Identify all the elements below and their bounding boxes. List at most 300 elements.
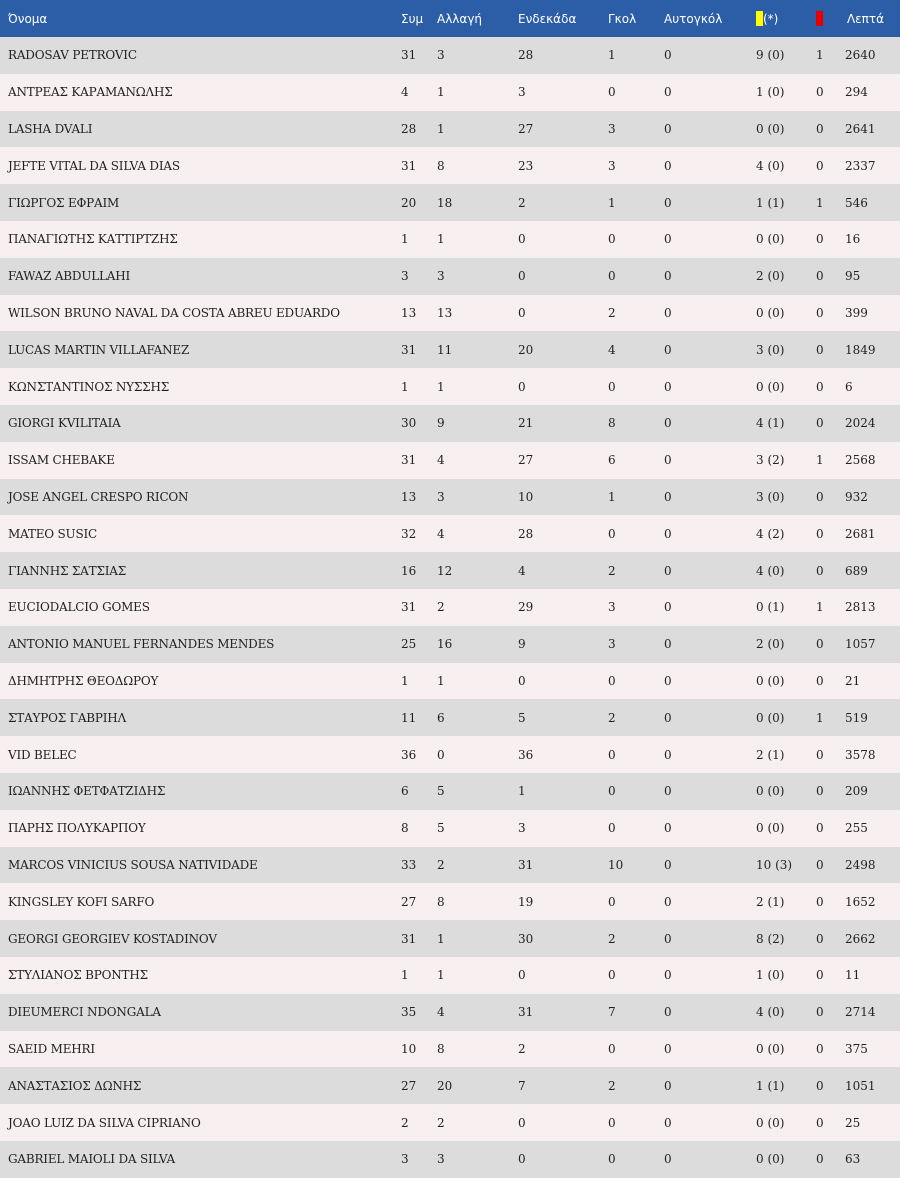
cell-own-goals: 0 xyxy=(664,857,672,872)
cell-subs: 0 xyxy=(437,747,445,762)
player-name[interactable]: MATEO SUSIC xyxy=(8,526,97,541)
cell-goals: 0 xyxy=(608,232,616,247)
cell-subs: 4 xyxy=(437,453,445,468)
cell-yellow: 0 (0) xyxy=(756,232,785,247)
cell-starts: 5 xyxy=(518,710,526,725)
cell-subs: 20 xyxy=(437,1078,453,1093)
player-name[interactable]: ΣΤΑΥΡΟΣ ΓΑΒΡΙΗΛ xyxy=(8,710,127,725)
cell-starts: 2 xyxy=(518,195,526,210)
cell-yellow: 0 (0) xyxy=(756,1152,785,1167)
table-body xyxy=(0,37,900,1178)
cell-red: 0 xyxy=(816,305,824,320)
cell-minutes: 375 xyxy=(845,1041,868,1056)
cell-own-goals: 0 xyxy=(664,1041,672,1056)
table-row xyxy=(0,626,900,663)
cell-yellow: 9 (0) xyxy=(756,48,785,63)
cell-own-goals: 0 xyxy=(664,968,672,983)
cell-own-goals: 0 xyxy=(664,673,672,688)
player-name[interactable]: VID BELEC xyxy=(8,747,77,762)
cell-subs: 1 xyxy=(437,121,445,136)
cell-goals: 0 xyxy=(608,269,616,284)
cell-minutes: 6 xyxy=(845,379,853,394)
cell-yellow: 4 (0) xyxy=(756,563,785,578)
cell-apps: 8 xyxy=(401,821,409,836)
cell-own-goals: 0 xyxy=(664,563,672,578)
cell-starts: 28 xyxy=(518,526,534,541)
cell-own-goals: 0 xyxy=(664,489,672,504)
cell-starts: 3 xyxy=(518,821,526,836)
cell-own-goals: 0 xyxy=(664,821,672,836)
table-row xyxy=(0,111,900,148)
cell-own-goals: 0 xyxy=(664,526,672,541)
cell-red: 0 xyxy=(816,85,824,100)
player-name[interactable]: GEORGI GEORGIEV KOSTADINOV xyxy=(8,931,217,946)
cell-red: 1 xyxy=(816,710,824,725)
cell-red: 0 xyxy=(816,894,824,909)
cell-yellow: 1 (0) xyxy=(756,85,785,100)
table-row xyxy=(0,295,900,332)
cell-goals: 2 xyxy=(608,710,616,725)
cell-red: 0 xyxy=(816,968,824,983)
cell-yellow: 0 (0) xyxy=(756,784,785,799)
cell-yellow: 2 (1) xyxy=(756,747,785,762)
cell-yellow: 1 (1) xyxy=(756,1078,785,1093)
player-name[interactable]: DIEUMERCI NDONGALA xyxy=(8,1005,161,1020)
cell-red: 0 xyxy=(816,563,824,578)
cell-yellow: 0 (1) xyxy=(756,600,785,615)
table-row xyxy=(0,773,900,810)
cell-yellow: 0 (0) xyxy=(756,673,785,688)
player-name[interactable]: FAWAZ ABDULLAHI xyxy=(8,269,131,284)
cell-goals: 2 xyxy=(608,1078,616,1093)
player-name[interactable]: ISSAM CHEBAKE xyxy=(8,453,115,468)
cell-starts: 3 xyxy=(518,85,526,100)
cell-minutes: 25 xyxy=(845,1115,861,1130)
header-apps[interactable]: Συμ xyxy=(401,11,424,26)
cell-own-goals: 0 xyxy=(664,121,672,136)
red-card-icon xyxy=(816,11,823,26)
cell-subs: 3 xyxy=(437,489,445,504)
header-minutes[interactable]: Λεπτά xyxy=(846,11,884,26)
cell-goals: 0 xyxy=(608,526,616,541)
cell-subs: 5 xyxy=(437,784,445,799)
cell-yellow: 0 (0) xyxy=(756,121,785,136)
cell-own-goals: 0 xyxy=(664,1152,672,1167)
table-row xyxy=(0,736,900,773)
cell-starts: 28 xyxy=(518,48,534,63)
cell-goals: 3 xyxy=(608,158,616,173)
cell-red: 0 xyxy=(816,416,824,431)
cell-starts: 31 xyxy=(518,857,534,872)
cell-goals: 1 xyxy=(608,48,616,63)
cell-minutes: 21 xyxy=(845,673,861,688)
cell-goals: 6 xyxy=(608,453,616,468)
cell-apps: 11 xyxy=(401,710,417,725)
cell-red: 0 xyxy=(816,1152,824,1167)
cell-goals: 0 xyxy=(608,784,616,799)
cell-minutes: 2714 xyxy=(845,1005,876,1020)
cell-red: 0 xyxy=(816,121,824,136)
cell-apps: 28 xyxy=(401,121,417,136)
cell-own-goals: 0 xyxy=(664,453,672,468)
cell-apps: 35 xyxy=(401,1005,417,1020)
cell-goals: 0 xyxy=(608,968,616,983)
cell-subs: 1 xyxy=(437,379,445,394)
cell-apps: 13 xyxy=(401,305,417,320)
cell-own-goals: 0 xyxy=(664,232,672,247)
cell-own-goals: 0 xyxy=(664,158,672,173)
cell-starts: 19 xyxy=(518,894,534,909)
cell-yellow: 4 (0) xyxy=(756,158,785,173)
cell-red: 0 xyxy=(816,931,824,946)
player-name[interactable]: GIORGI KVILITAIA xyxy=(8,416,121,431)
cell-goals: 1 xyxy=(608,195,616,210)
player-name[interactable]: ANTONIO MANUEL FERNANDES MENDES xyxy=(8,637,275,652)
cell-goals: 0 xyxy=(608,1115,616,1130)
player-name[interactable]: JEFTE VITAL DA SILVA DIAS xyxy=(8,158,180,173)
cell-apps: 10 xyxy=(401,1041,417,1056)
cell-apps: 31 xyxy=(401,48,417,63)
cell-apps: 2 xyxy=(401,1115,409,1130)
cell-yellow: 2 (1) xyxy=(756,894,785,909)
cell-subs: 8 xyxy=(437,1041,445,1056)
player-name[interactable]: WILSON BRUNO NAVAL DA COSTA ABREU EDUARDO xyxy=(8,305,340,320)
cell-yellow: 4 (1) xyxy=(756,416,785,431)
cell-yellow: 2 (0) xyxy=(756,637,785,652)
cell-apps: 27 xyxy=(401,1078,417,1093)
cell-own-goals: 0 xyxy=(664,894,672,909)
cell-apps: 30 xyxy=(401,416,417,431)
cell-starts: 27 xyxy=(518,121,534,136)
cell-own-goals: 0 xyxy=(664,305,672,320)
cell-subs: 1 xyxy=(437,673,445,688)
header-yellow-suffix: (*) xyxy=(763,12,779,26)
cell-starts: 4 xyxy=(518,563,526,578)
table-row xyxy=(0,258,900,295)
cell-goals: 4 xyxy=(608,342,616,357)
player-name[interactable]: ΓΙΑΝΝΗΣ ΣΑΤΣΙΑΣ xyxy=(8,563,127,578)
cell-minutes: 11 xyxy=(845,968,861,983)
table-header xyxy=(0,0,900,37)
table-row xyxy=(0,1031,900,1068)
cell-apps: 16 xyxy=(401,563,417,578)
table-row xyxy=(0,883,900,920)
cell-apps: 25 xyxy=(401,637,417,652)
cell-starts: 2 xyxy=(518,1041,526,1056)
cell-subs: 12 xyxy=(437,563,453,578)
cell-red: 0 xyxy=(816,1041,824,1056)
cell-red: 1 xyxy=(816,195,824,210)
header-yellow-cards[interactable] xyxy=(750,0,810,37)
table-row xyxy=(0,1067,900,1104)
cell-subs: 8 xyxy=(437,894,445,909)
player-name[interactable]: GABRIEL MAIOLI DA SILVA xyxy=(8,1152,175,1167)
header-own-goals[interactable]: Αυτογκόλ xyxy=(664,11,723,26)
cell-goals: 0 xyxy=(608,894,616,909)
table-row xyxy=(0,920,900,957)
header-name[interactable]: Όνομα xyxy=(8,11,48,26)
cell-red: 0 xyxy=(816,673,824,688)
table-row xyxy=(0,1104,900,1141)
cell-red: 0 xyxy=(816,747,824,762)
cell-red: 0 xyxy=(816,1005,824,1020)
table-row xyxy=(0,699,900,736)
cell-subs: 3 xyxy=(437,269,445,284)
cell-apps: 31 xyxy=(401,600,417,615)
cell-starts: 29 xyxy=(518,600,534,615)
table-row xyxy=(0,847,900,884)
cell-red: 1 xyxy=(816,48,824,63)
table-row xyxy=(0,147,900,184)
cell-apps: 36 xyxy=(401,747,417,762)
table-row xyxy=(0,74,900,111)
cell-starts: 0 xyxy=(518,269,526,284)
cell-red: 0 xyxy=(816,857,824,872)
cell-own-goals: 0 xyxy=(664,195,672,210)
cell-apps: 4 xyxy=(401,85,409,100)
cell-starts: 30 xyxy=(518,931,534,946)
cell-subs: 1 xyxy=(437,931,445,946)
cell-red: 0 xyxy=(816,379,824,394)
cell-subs: 1 xyxy=(437,968,445,983)
cell-goals: 3 xyxy=(608,600,616,615)
cell-yellow: 0 (0) xyxy=(756,710,785,725)
cell-yellow: 3 (0) xyxy=(756,342,785,357)
cell-goals: 0 xyxy=(608,379,616,394)
cell-subs: 13 xyxy=(437,305,453,320)
cell-starts: 0 xyxy=(518,379,526,394)
table-row xyxy=(0,1141,900,1178)
cell-subs: 8 xyxy=(437,158,445,173)
table-row xyxy=(0,405,900,442)
cell-subs: 6 xyxy=(437,710,445,725)
player-name[interactable]: ΙΩΑΝΝΗΣ ΦΕΤΦΑΤΖΙΔΗΣ xyxy=(8,784,166,799)
cell-subs: 11 xyxy=(437,342,453,357)
cell-goals: 10 xyxy=(608,857,624,872)
cell-subs: 2 xyxy=(437,857,445,872)
cell-apps: 1 xyxy=(401,232,409,247)
cell-starts: 0 xyxy=(518,1115,526,1130)
cell-own-goals: 0 xyxy=(664,85,672,100)
cell-own-goals: 0 xyxy=(664,269,672,284)
cell-apps: 31 xyxy=(401,453,417,468)
cell-minutes: 2337 xyxy=(845,158,876,173)
player-name[interactable]: ΠΑΡΗΣ ΠΟΛΥΚΑΡΠΟΥ xyxy=(8,821,146,836)
cell-starts: 20 xyxy=(518,342,534,357)
cell-yellow: 1 (1) xyxy=(756,195,785,210)
cell-subs: 2 xyxy=(437,600,445,615)
cell-goals: 7 xyxy=(608,1005,616,1020)
table-row xyxy=(0,957,900,994)
cell-starts: 36 xyxy=(518,747,534,762)
cell-red: 0 xyxy=(816,526,824,541)
cell-own-goals: 0 xyxy=(664,1115,672,1130)
player-name[interactable]: ΑΝΤΡΕΑΣ ΚΑΡΑΜΑΝΩΛΗΣ xyxy=(8,85,173,100)
cell-apps: 31 xyxy=(401,342,417,357)
table-row xyxy=(0,184,900,221)
table-row xyxy=(0,994,900,1031)
cell-apps: 27 xyxy=(401,894,417,909)
cell-apps: 1 xyxy=(401,968,409,983)
cell-starts: 0 xyxy=(518,232,526,247)
cell-own-goals: 0 xyxy=(664,416,672,431)
cell-minutes: 255 xyxy=(845,821,868,836)
table-row xyxy=(0,663,900,700)
cell-starts: 31 xyxy=(518,1005,534,1020)
cell-yellow: 0 (0) xyxy=(756,1115,785,1130)
header-goals[interactable]: Γκολ xyxy=(608,11,637,26)
cell-red: 0 xyxy=(816,1078,824,1093)
cell-minutes: 519 xyxy=(845,710,868,725)
cell-own-goals: 0 xyxy=(664,1005,672,1020)
table-row xyxy=(0,589,900,626)
cell-apps: 3 xyxy=(401,1152,409,1167)
cell-own-goals: 0 xyxy=(664,637,672,652)
cell-minutes: 2640 xyxy=(845,48,876,63)
player-name[interactable]: ΔΗΜΗΤΡΗΣ ΘΕΟΔΩΡΟΥ xyxy=(8,673,159,688)
cell-goals: 3 xyxy=(608,121,616,136)
cell-apps: 3 xyxy=(401,269,409,284)
cell-minutes: 2681 xyxy=(845,526,876,541)
cell-red: 0 xyxy=(816,784,824,799)
cell-apps: 31 xyxy=(401,158,417,173)
cell-minutes: 2813 xyxy=(845,600,876,615)
cell-subs: 1 xyxy=(437,232,445,247)
cell-minutes: 399 xyxy=(845,305,868,320)
cell-goals: 0 xyxy=(608,1041,616,1056)
player-name[interactable]: RADOSAV PETROVIC xyxy=(8,48,137,63)
cell-yellow: 0 (0) xyxy=(756,379,785,394)
table-row xyxy=(0,221,900,258)
cell-starts: 9 xyxy=(518,637,526,652)
cell-subs: 3 xyxy=(437,1152,445,1167)
cell-yellow: 0 (0) xyxy=(756,1041,785,1056)
cell-goals: 0 xyxy=(608,747,616,762)
cell-subs: 4 xyxy=(437,526,445,541)
header-starts[interactable]: Ενδεκάδα xyxy=(518,11,577,26)
cell-yellow: 3 (2) xyxy=(756,453,785,468)
header-red-cards[interactable] xyxy=(810,0,840,37)
cell-goals: 2 xyxy=(608,305,616,320)
yellow-card-icon xyxy=(756,11,763,26)
cell-apps: 1 xyxy=(401,673,409,688)
cell-red: 0 xyxy=(816,637,824,652)
cell-starts: 0 xyxy=(518,1152,526,1167)
cell-minutes: 3578 xyxy=(845,747,876,762)
cell-minutes: 63 xyxy=(845,1152,861,1167)
table-row xyxy=(0,331,900,368)
cell-subs: 1 xyxy=(437,85,445,100)
table-row xyxy=(0,368,900,405)
header-subs[interactable]: Αλλαγή xyxy=(437,11,483,26)
player-name[interactable]: ΠΑΝΑΓΙΩΤΗΣ ΚΑΤΤΙΡΤΖΗΣ xyxy=(8,232,178,247)
cell-yellow: 10 (3) xyxy=(756,857,793,872)
cell-minutes: 932 xyxy=(845,489,868,504)
player-name[interactable]: EUCIODALCIO GOMES xyxy=(8,600,150,615)
player-name[interactable]: LASHA DVALI xyxy=(8,121,93,136)
cell-subs: 9 xyxy=(437,416,445,431)
cell-own-goals: 0 xyxy=(664,710,672,725)
cell-starts: 0 xyxy=(518,673,526,688)
cell-subs: 5 xyxy=(437,821,445,836)
cell-own-goals: 0 xyxy=(664,379,672,394)
cell-goals: 0 xyxy=(608,673,616,688)
cell-red: 0 xyxy=(816,232,824,247)
player-name[interactable]: KINGSLEY KOFI SARFO xyxy=(8,894,155,909)
cell-apps: 31 xyxy=(401,931,417,946)
cell-minutes: 2568 xyxy=(845,453,876,468)
player-name[interactable]: JOAO LUIZ DA SILVA CIPRIANO xyxy=(8,1115,201,1130)
cell-minutes: 2662 xyxy=(845,931,876,946)
player-name[interactable]: LUCAS MARTIN VILLAFANEZ xyxy=(8,342,190,357)
cell-red: 0 xyxy=(816,158,824,173)
cell-red: 0 xyxy=(816,342,824,357)
cell-yellow: 1 (0) xyxy=(756,968,785,983)
header-row xyxy=(0,0,900,37)
player-name[interactable]: ΣΤΥΛΙΑΝΟΣ ΒΡΟΝΤΗΣ xyxy=(8,968,148,983)
cell-apps: 33 xyxy=(401,857,417,872)
cell-minutes: 1652 xyxy=(845,894,876,909)
cell-own-goals: 0 xyxy=(664,342,672,357)
cell-starts: 21 xyxy=(518,416,534,431)
cell-yellow: 3 (0) xyxy=(756,489,785,504)
cell-starts: 7 xyxy=(518,1078,526,1093)
cell-starts: 0 xyxy=(518,968,526,983)
table-row xyxy=(0,515,900,552)
cell-apps: 32 xyxy=(401,526,417,541)
cell-goals: 2 xyxy=(608,931,616,946)
player-name[interactable]: ΚΩΝΣΤΑΝΤΙΝΟΣ ΝΥΣΣΗΣ xyxy=(8,379,169,394)
cell-minutes: 16 xyxy=(845,232,861,247)
cell-own-goals: 0 xyxy=(664,931,672,946)
cell-yellow: 0 (0) xyxy=(756,821,785,836)
cell-own-goals: 0 xyxy=(664,1078,672,1093)
cell-subs: 2 xyxy=(437,1115,445,1130)
cell-goals: 2 xyxy=(608,563,616,578)
cell-minutes: 1057 xyxy=(845,637,876,652)
table-row xyxy=(0,37,900,74)
player-name[interactable]: SAEID MEHRI xyxy=(8,1041,95,1056)
table-row xyxy=(0,479,900,516)
cell-minutes: 546 xyxy=(845,195,868,210)
cell-own-goals: 0 xyxy=(664,48,672,63)
cell-yellow: 8 (2) xyxy=(756,931,785,946)
cell-yellow: 0 (0) xyxy=(756,305,785,320)
cell-apps: 13 xyxy=(401,489,417,504)
player-name[interactable]: JOSE ANGEL CRESPO RICON xyxy=(8,489,189,504)
cell-yellow: 4 (0) xyxy=(756,1005,785,1020)
table-row xyxy=(0,442,900,479)
cell-minutes: 2024 xyxy=(845,416,876,431)
cell-red: 1 xyxy=(816,453,824,468)
cell-subs: 4 xyxy=(437,1005,445,1020)
cell-minutes: 2498 xyxy=(845,857,876,872)
cell-goals: 3 xyxy=(608,637,616,652)
cell-minutes: 209 xyxy=(845,784,868,799)
cell-starts: 23 xyxy=(518,158,534,173)
cell-apps: 1 xyxy=(401,379,409,394)
player-name[interactable]: MARCOS VINICIUS SOUSA NATIVIDADE xyxy=(8,857,258,872)
cell-starts: 1 xyxy=(518,784,526,799)
cell-starts: 10 xyxy=(518,489,534,504)
cell-yellow: 4 (2) xyxy=(756,526,785,541)
cell-starts: 0 xyxy=(518,305,526,320)
cell-subs: 18 xyxy=(437,195,453,210)
player-name[interactable]: ΓΙΩΡΓΟΣ ΕΦΡΑΙΜ xyxy=(8,195,120,210)
cell-own-goals: 0 xyxy=(664,784,672,799)
player-name[interactable]: ΑΝΑΣΤΑΣΙΟΣ ΔΩΝΗΣ xyxy=(8,1078,142,1093)
table-row xyxy=(0,810,900,847)
